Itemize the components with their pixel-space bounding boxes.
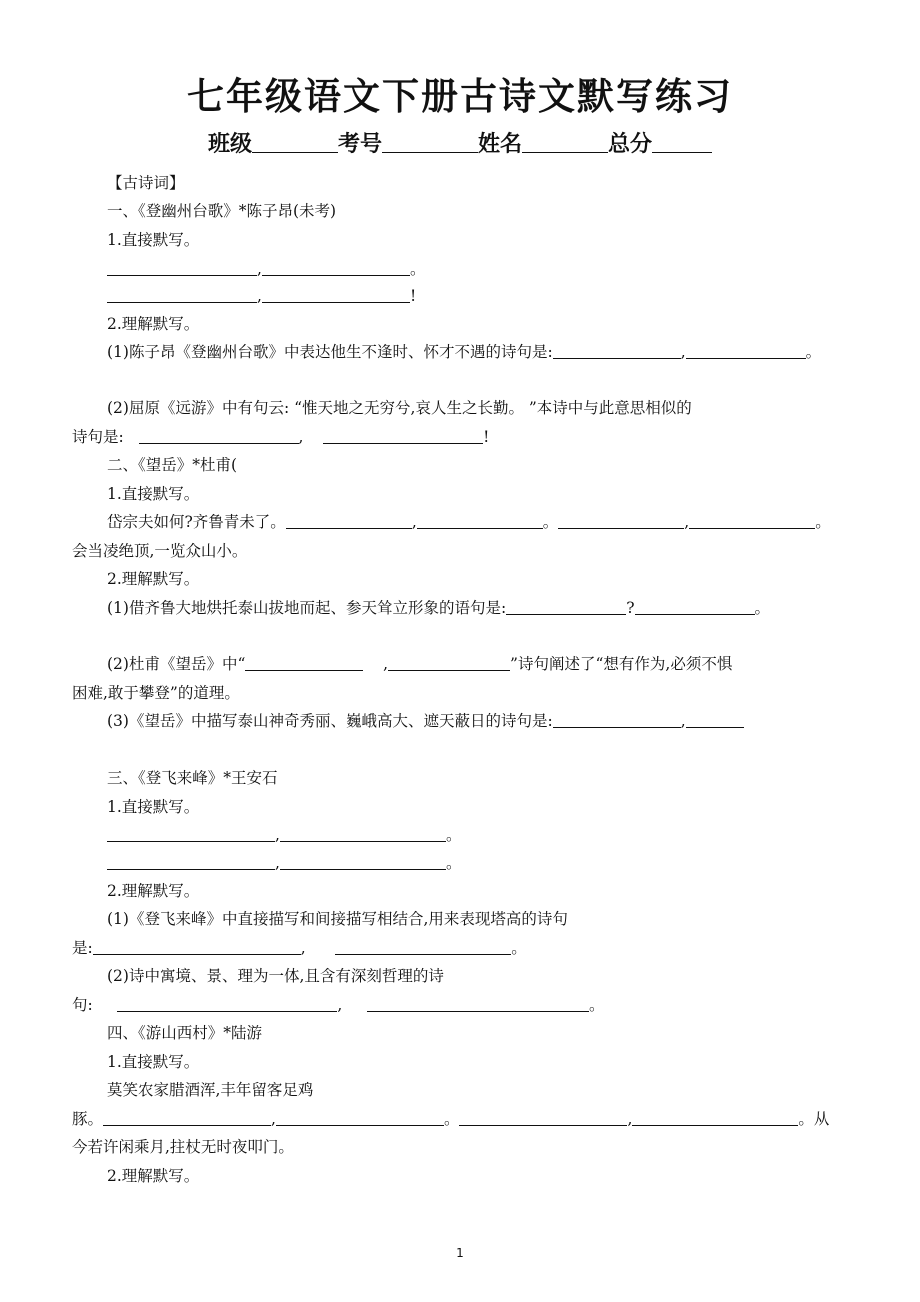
question-text: (2)杜甫《望岳》中“ bbox=[107, 655, 246, 673]
comma: , bbox=[257, 260, 262, 278]
poem1-understand-label: 2.理解默写。 bbox=[107, 315, 200, 333]
poem3-q1: (1)《登飞来峰》中直接描写和间接描写相结合,用来表现塔高的诗句 bbox=[107, 910, 568, 928]
answer-blank[interactable] bbox=[367, 995, 589, 1012]
comma: , bbox=[300, 939, 306, 957]
question-text: 是: bbox=[72, 939, 93, 957]
poem1-direct-row1 bbox=[107, 258, 425, 280]
poem4-direct-label: 1.直接默写。 bbox=[107, 1053, 200, 1071]
answer-blank[interactable] bbox=[323, 427, 483, 444]
comma: , bbox=[337, 996, 343, 1014]
poem3-direct-row2 bbox=[107, 852, 461, 874]
poem2-direct-row2: 会当凌绝顶,一览众山小。 bbox=[72, 542, 248, 560]
exclamation: ! bbox=[409, 287, 417, 305]
period: 。 bbox=[754, 599, 771, 617]
question-text: 诗句是: bbox=[72, 428, 124, 446]
period: 。 bbox=[588, 996, 605, 1014]
question-text: (1)陈子昂《登幽州台歌》中表达他生不逢时、怀才不遇的诗句是: bbox=[107, 343, 553, 361]
poem-text: 岱宗夫如何?齐鲁青未了。 bbox=[107, 513, 286, 531]
answer-blank[interactable] bbox=[107, 286, 257, 303]
name-label: 姓名 bbox=[478, 132, 523, 157]
score-blank[interactable] bbox=[652, 128, 712, 153]
poem1-direct-label: 1.直接默写。 bbox=[107, 231, 200, 249]
poem3-understand-label: 2.理解默写。 bbox=[107, 882, 200, 900]
poem4-heading: 四、《游山西村》*陆游 bbox=[107, 1024, 263, 1042]
answer-blank[interactable] bbox=[245, 654, 363, 671]
poem1-q2-cont bbox=[72, 426, 489, 448]
question-text: (3)《望岳》中描写泰山神奇秀丽、巍峨高大、遮天蔽日的诗句是: bbox=[107, 712, 553, 730]
poem1-direct-row2 bbox=[107, 285, 416, 307]
answer-blank[interactable] bbox=[276, 1109, 444, 1126]
poem2-direct-label: 1.直接默写。 bbox=[107, 485, 200, 503]
answer-blank[interactable] bbox=[107, 853, 275, 870]
poem2-direct-row1 bbox=[107, 511, 831, 533]
question-text: (1)借齐鲁大地烘托泰山拔地而起、参天耸立形象的语句是: bbox=[107, 599, 507, 617]
exclamation: ! bbox=[483, 428, 490, 446]
poem3-direct-label: 1.直接默写。 bbox=[107, 798, 200, 816]
question-text: 句: bbox=[72, 996, 93, 1014]
answer-blank[interactable] bbox=[417, 512, 543, 529]
answer-blank[interactable] bbox=[117, 995, 337, 1012]
poem4-understand-label: 2.理解默写。 bbox=[107, 1167, 200, 1185]
comma: , bbox=[411, 513, 417, 531]
poem1-q1 bbox=[107, 341, 821, 363]
comma: , bbox=[275, 826, 280, 844]
period: 。 bbox=[445, 826, 462, 844]
comma: , bbox=[627, 1110, 633, 1128]
poem3-q2-cont bbox=[72, 994, 604, 1016]
poem3-q2: (2)诗中寓境、景、理为一体,且含有深刻哲理的诗 bbox=[107, 967, 444, 985]
period: 。 bbox=[409, 260, 426, 278]
answer-blank[interactable] bbox=[506, 598, 626, 615]
comma: , bbox=[684, 513, 690, 531]
answer-blank[interactable] bbox=[689, 512, 815, 529]
class-blank[interactable] bbox=[252, 128, 338, 153]
poem3-heading: 三、《登飞来峰》*王安石 bbox=[107, 769, 278, 787]
question-text: ”诗句阐述了“想有作为,必须不惧 bbox=[510, 655, 733, 673]
poem3-q1-cont bbox=[72, 937, 527, 959]
answer-blank[interactable] bbox=[553, 711, 681, 728]
comma: , bbox=[271, 1110, 276, 1128]
poem2-q2-cont: 困难,敢于攀登”的道理。 bbox=[72, 684, 240, 702]
answer-blank[interactable] bbox=[107, 825, 275, 842]
answer-blank[interactable] bbox=[107, 259, 257, 276]
poem2-q1 bbox=[107, 597, 770, 619]
period: 。 bbox=[445, 854, 462, 872]
comma: , bbox=[275, 854, 280, 872]
student-info-line bbox=[0, 128, 920, 161]
poem4-poem-start: 莫笑农家腊酒浑,丰年留客足鸡 bbox=[107, 1081, 314, 1099]
answer-blank[interactable] bbox=[635, 598, 755, 615]
poem-text: 。从 bbox=[798, 1110, 830, 1128]
section-label: 【古诗词】 bbox=[107, 174, 185, 192]
comma: , bbox=[257, 287, 262, 305]
period: 。 bbox=[443, 1110, 460, 1128]
poem4-direct-row bbox=[72, 1108, 829, 1130]
poem1-heading: 一、《登幽州台歌》*陈子昂(未考) bbox=[107, 202, 337, 220]
poem4-poem-end: 今若许闲乘月,拄杖无时夜叩门。 bbox=[72, 1138, 294, 1156]
answer-blank[interactable] bbox=[686, 342, 806, 359]
number-blank[interactable] bbox=[382, 128, 478, 153]
name-blank[interactable] bbox=[522, 128, 608, 153]
period: 。 bbox=[805, 343, 822, 361]
answer-blank[interactable] bbox=[262, 286, 410, 303]
answer-blank[interactable] bbox=[558, 512, 684, 529]
poem-text: 豚。 bbox=[72, 1110, 104, 1128]
answer-blank[interactable] bbox=[459, 1109, 627, 1126]
comma: , bbox=[680, 343, 686, 361]
answer-blank[interactable] bbox=[686, 711, 744, 728]
answer-blank[interactable] bbox=[632, 1109, 798, 1126]
answer-blank[interactable] bbox=[103, 1109, 271, 1126]
poem2-understand-label: 2.理解默写。 bbox=[107, 570, 200, 588]
page-number: 1 bbox=[456, 1246, 464, 1260]
answer-blank[interactable] bbox=[139, 427, 299, 444]
poem1-q2: (2)屈原《远游》中有句云: “惟天地之无穷兮,哀人生之长勤。 ”本诗中与此意思相似的 bbox=[107, 399, 692, 417]
answer-blank[interactable] bbox=[388, 654, 510, 671]
poem2-q3 bbox=[107, 710, 744, 732]
poem3-direct-row1 bbox=[107, 824, 461, 846]
comma: , bbox=[383, 655, 389, 673]
score-label: 总分 bbox=[608, 132, 653, 157]
answer-blank[interactable] bbox=[553, 342, 681, 359]
class-label: 班级 bbox=[207, 132, 252, 157]
answer-blank[interactable] bbox=[335, 938, 511, 955]
answer-blank[interactable] bbox=[280, 825, 446, 842]
comma: , bbox=[298, 428, 304, 446]
poem2-q2 bbox=[107, 653, 732, 675]
answer-blank[interactable] bbox=[280, 853, 446, 870]
poem2-heading: 二、《望岳》*杜甫( bbox=[107, 456, 238, 474]
page-title: 七年级语文下册古诗文默写练习 bbox=[187, 75, 733, 118]
period: 。 bbox=[542, 513, 559, 531]
comma: , bbox=[680, 712, 686, 730]
answer-blank[interactable] bbox=[93, 938, 301, 955]
period: 。 bbox=[815, 513, 831, 531]
question-mark: ? bbox=[626, 599, 635, 617]
answer-blank[interactable] bbox=[262, 259, 410, 276]
period: 。 bbox=[511, 939, 527, 957]
number-label: 考号 bbox=[337, 132, 382, 157]
answer-blank[interactable] bbox=[286, 512, 412, 529]
